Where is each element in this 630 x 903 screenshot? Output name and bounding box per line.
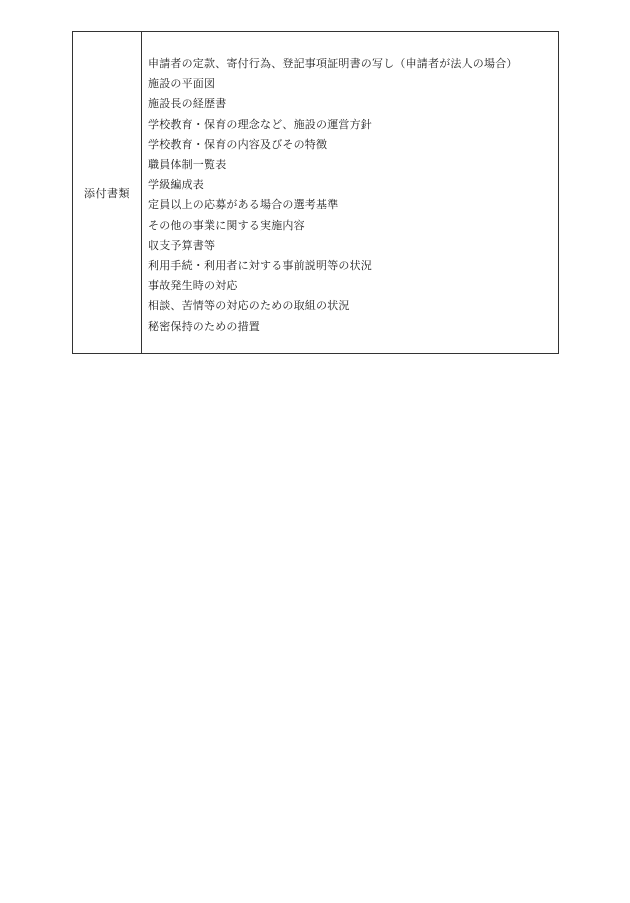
list-item: 職員体制一覧表	[148, 158, 227, 172]
list-item: 申請者の定款、寄付行為、登記事項証明書の写し（申請者が法人の場合）	[148, 57, 518, 70]
list-item: 事故発生時の対応	[148, 279, 238, 293]
list-item: 施設の平面図	[148, 77, 216, 91]
list-item: 相談、苦情等の対応のための取組の状況	[148, 299, 350, 313]
attachments-table	[72, 31, 559, 354]
attachments-label: 添付書類	[84, 186, 130, 200]
list-item: 定員以上の応募がある場合の選考基準	[148, 198, 339, 212]
list-item: 学級編成表	[148, 178, 204, 192]
list-item: 学校教育・保育の理念など、施設の運営方針	[148, 117, 372, 131]
list-item: 施設長の経歴書	[148, 97, 227, 111]
list-item: 学校教育・保育の内容及びその特徴	[148, 137, 328, 151]
attachments-list	[148, 54, 558, 337]
list-item: その他の事業に関する実施内容	[148, 218, 305, 232]
list-item: 利用手続・利用者に対する事前説明等の状況	[148, 259, 372, 273]
attachments-content-cell	[142, 32, 558, 353]
list-item: 秘密保持のための措置	[148, 319, 260, 333]
attachments-label-cell	[73, 32, 142, 353]
list-item: 収支予算書等	[148, 238, 216, 252]
